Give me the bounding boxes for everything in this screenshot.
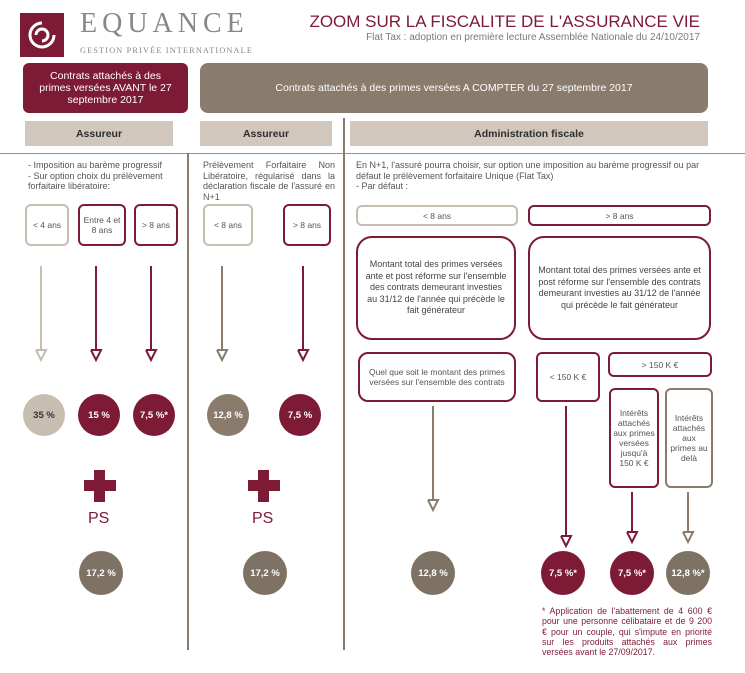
arrow-gt8-mid [298,266,308,360]
logo-tagline: GESTION PRIVÉE INTERNATIONALE [80,46,254,55]
box-gt150: > 150 K € [608,352,712,377]
rate-ps-mid: 17,2 % [243,551,287,595]
box-montant-gt8: Montant total des primes versées ante et post réforme sur l'ensemble des contrats demeurant investies au 31/12 de l'année qui précède le fait générateur [528,236,711,340]
box-interets-dela: Intérêts attachés aux primes au delà [665,388,713,488]
plus-icon-mid [248,470,280,502]
arrow-interets-dela [683,492,693,542]
rate-35: 35 % [23,394,65,436]
column-administration: Administration fiscale [350,121,708,146]
rate-7-5-mid: 7,5 % [279,394,321,436]
arrow-gt8-left [146,266,156,360]
rate-7-5-a: 7,5 %* [541,551,585,595]
duration-gt8-mid: > 8 ans [283,204,331,246]
duration-gt8-left: > 8 ans [134,204,178,246]
page-subtitle: Flat Tax : adoption en première lecture Assemblée Nationale du 24/10/2017 [366,32,700,43]
box-lt150: < 150 K € [536,352,600,402]
arrow-lt8-mid [217,266,227,360]
ps-label-mid: PS [252,510,274,527]
arrow-quel-que-soit [428,406,438,510]
duration-4-8: Entre 4 et 8 ans [78,204,126,246]
rate-12-8-right: 12,8 % [411,551,455,595]
column-assureur-left: Assureur [25,121,173,146]
arrow-lt4 [36,266,46,360]
box-montant-lt8: Montant total des primes versées ante et post réforme sur l'ensemble des contrats demeurant investies au 31/12 de l'année qui précède le fait générateur [356,236,516,340]
box-interets-jusqua: Intérêts attachés aux primes versées jusqu'à 150 K € [609,388,659,488]
banner-after: Contrats attachés à des primes versées A COMPTER du 27 septembre 2017 [200,63,708,113]
arrow-4-8 [91,266,101,360]
duration-lt8-mid: < 8 ans [203,204,253,246]
footnote: * Application de l'abattement de 4 600 € pour une personne célibataire et de 9 200 € pour un couple, qui s'impute en priorité sur les produits attachés aux primes versées avant le 27/09/2017. [542,606,712,658]
logo-name: EQUANCE [80,8,249,39]
text-left-rules: - Imposition au barème progressif - Sur option choix du prélèvement forfaitaire libératoire: [28,160,163,191]
text-right-rules: En N+1, l'assuré pourra choisir, sur option une imposition au barème progressif ou par défaut le prélèvement forfaitaire Unique (Flat Tax) - Par défaut : [356,160,700,191]
page-title: ZOOM SUR LA FISCALITE DE L'ASSURANCE VIE [309,12,700,31]
duration-gt8-right: > 8 ans [528,205,711,226]
banner-before: Contrats attachés à des primes versées AVANT le 27 septembre 2017 [23,63,188,113]
rate-ps-left: 17,2 % [79,551,123,595]
column-assureur-mid: Assureur [200,121,332,146]
rate-12-8-c: 12,8 %* [666,551,710,595]
rate-7-5-b: 7,5 %* [610,551,654,595]
plus-icon-left [84,470,116,502]
box-quel-que-soit: Quel que soit le montant des primes versées sur l'ensemble des contrats [358,352,516,402]
rate-15: 15 % [78,394,120,436]
rate-12-8-mid: 12,8 % [207,394,249,436]
text-mid-rules: Prélèvement Forfaitaire Non Libératoire, régularisé dans la déclaration fiscale de l'assuré en N+1 [203,160,335,202]
ps-label-left: PS [88,510,110,527]
arrow-lt150 [561,406,571,546]
arrow-interets-jusqua [627,492,637,542]
duration-lt8-right: < 8 ans [356,205,518,226]
duration-lt4: < 4 ans [25,204,69,246]
rate-7-5-left: 7,5 %* [133,394,175,436]
